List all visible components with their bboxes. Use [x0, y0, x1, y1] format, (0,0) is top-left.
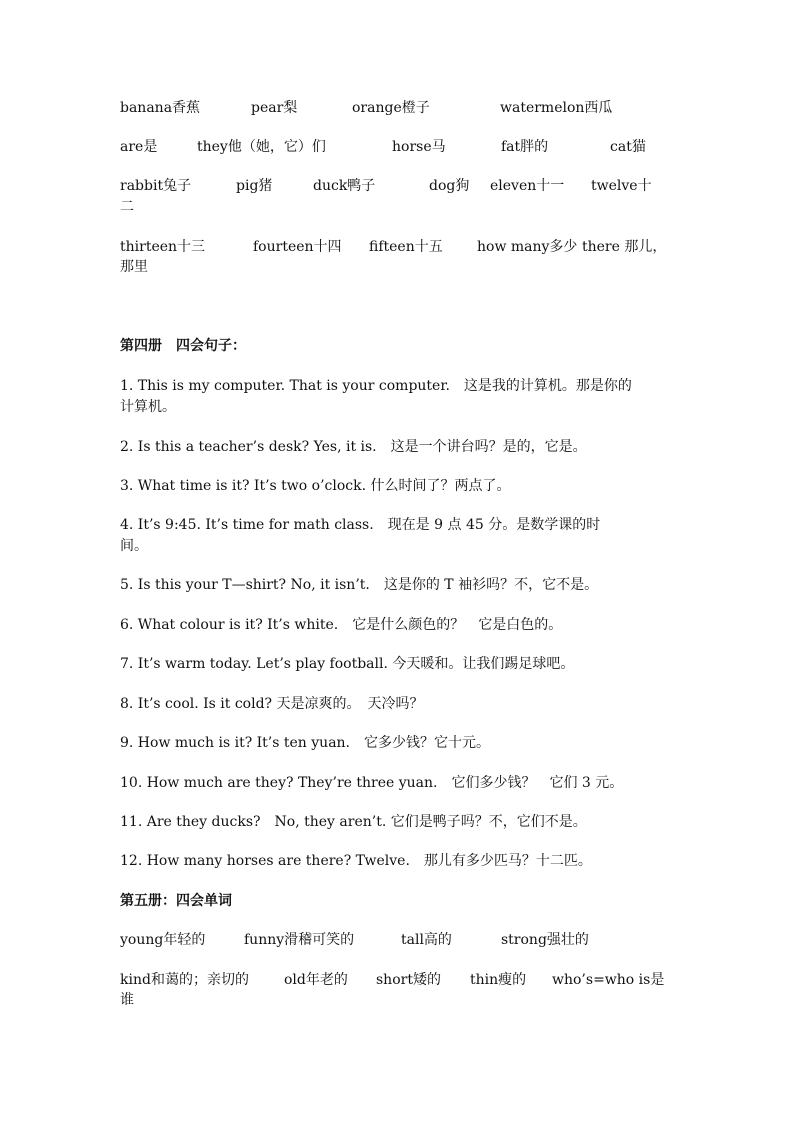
vocab-word: duck鸭子	[313, 178, 376, 194]
sentence-wrap: 计算机。	[120, 399, 176, 415]
sentence: 11. Are they ducks? No, they aren’t. 它们是鸭子吗？不，它们不是。	[120, 814, 587, 830]
vocab-word: how many多少	[477, 239, 578, 255]
vocab-word: thirteen十三	[120, 239, 206, 255]
section-heading-book4: 第四册 四会句子：	[120, 338, 246, 354]
section-heading-book5: 第五册：四会单词	[120, 893, 232, 909]
vocab-word: short矮的	[376, 972, 441, 988]
vocab-word: thin瘦的	[470, 972, 527, 988]
sentence: 12. How many horses are there? Twelve. 那儿有多少匹马？十二匹。	[120, 853, 592, 869]
sentence: 6. What colour is it? It’s white. 它是什么颜色的？ 它是白色的。	[120, 617, 563, 633]
vocab-word: rabbit兔子	[120, 178, 192, 194]
vocab-word: pear梨	[251, 100, 298, 116]
vocab-word: twelve十	[591, 178, 652, 194]
vocab-word: fourteen十四	[253, 239, 342, 255]
vocab-word: fat胖的	[501, 139, 549, 155]
vocab-word: cat猫	[610, 139, 646, 155]
sentence: 10. How much are they? They’re three yuan. 它们多少钱？ 它们 3 元。	[120, 775, 624, 791]
sentence: 7. It’s warm today. Let’s play football. 今天暖和。让我们踢足球吧。	[120, 656, 575, 672]
vocab-word: 谁	[120, 992, 134, 1008]
sentence: 5. Is this your T—shirt? No, it isn’t. 这是你的 T 袖衫吗？不，它不是。	[120, 577, 599, 593]
vocab-word: horse马	[392, 139, 446, 155]
vocab-word: 二	[120, 199, 134, 215]
vocab-word: kind和蔼的；亲切的	[120, 972, 249, 988]
sentence: 1. This is my computer. That is your computer. 这是我的计算机。那是你的	[120, 378, 632, 394]
vocab-word: there 那儿，	[582, 239, 667, 255]
sentence: 3. What time is it? It’s two o’clock. 什么时间了？两点了。	[120, 478, 511, 494]
vocab-word: eleven十一	[490, 178, 565, 194]
sentence: 8. It’s cool. Is it cold? 天是凉爽的。 天冷吗？	[120, 696, 424, 712]
vocab-word: pig猪	[236, 178, 273, 194]
vocab-word: they他（她，它）们	[197, 139, 326, 155]
sentence-wrap: 间。	[120, 538, 148, 554]
vocab-word: old年老的	[284, 972, 348, 988]
vocab-word: orange橙子	[352, 100, 430, 116]
sentence: 9. How much is it? It’s ten yuan. 它多少钱？它十元。	[120, 735, 491, 751]
sentence: 4. It’s 9:45. It’s time for math class. 现在是 9 点 45 分。是数学课的时	[120, 517, 601, 533]
vocab-word: who’s=who is是	[552, 972, 665, 988]
sentence: 2. Is this a teacher’s desk? Yes, it is. 这是一个讲台吗？是的，它是。	[120, 439, 587, 455]
vocab-word: funny滑稽可笑的	[244, 932, 355, 948]
vocab-word: tall高的	[401, 932, 452, 948]
vocab-word: strong强壮的	[501, 932, 589, 948]
vocab-word: young年轻的	[120, 932, 206, 948]
vocab-word: are是	[120, 139, 158, 155]
vocab-word: banana香蕉	[120, 100, 201, 116]
vocab-word: fifteen十五	[369, 239, 443, 255]
vocab-word: dog狗	[429, 178, 470, 194]
vocab-word: 那里	[120, 259, 148, 275]
vocab-word: watermelon西瓜	[500, 100, 613, 116]
